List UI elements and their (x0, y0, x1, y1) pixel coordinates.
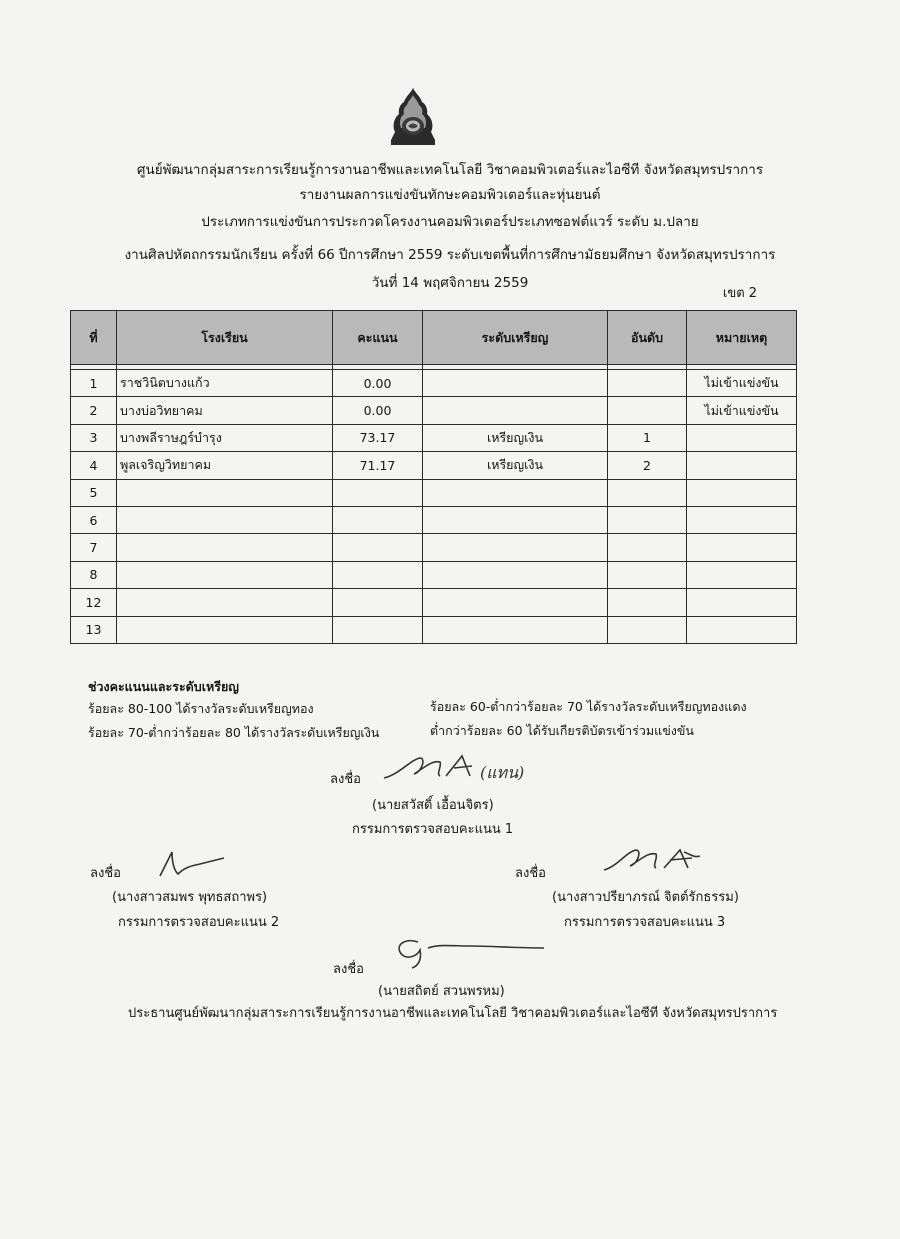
cell-score (333, 479, 423, 506)
cell-note (687, 616, 797, 643)
cell-no: 13 (71, 616, 117, 643)
cell-no: 7 (71, 534, 117, 561)
header-medal: ระดับเหรียญ (423, 311, 608, 365)
cell-note (687, 452, 797, 479)
chair-signature (388, 934, 548, 972)
table-row (71, 561, 797, 588)
results-table (70, 310, 797, 644)
table-row (71, 589, 797, 616)
cell-medal (423, 370, 608, 397)
cell-score: 73.17 (333, 424, 423, 451)
header-rank: อันดับ (608, 311, 687, 365)
header-school: โรงเรียน (117, 311, 333, 365)
cell-note: ไม่เข้าแข่งขัน (687, 397, 797, 424)
cell-score: 71.17 (333, 452, 423, 479)
cell-rank (608, 370, 687, 397)
event-name: งานศิลปหัตถกรรมนักเรียน ครั้งที่ 66 ปีการศึกษา 2559 ระดับเขตพื้นที่การศึกษามัธยมศึกษา จังหวัดสมุทรปราการ (124, 247, 776, 263)
chair-role: ประธานศูนย์พัฒนากลุ่มสาระการเรียนรู้การงานอาชีพและเทคโนโลยี วิชาคอมพิวเตอร์และไอซีที จังหวัดสมุทรปราการ (128, 1006, 778, 1021)
cell-rank (608, 506, 687, 533)
cell-note (687, 534, 797, 561)
handwritten-note: (แทน) (480, 763, 525, 782)
cell-school (117, 561, 333, 588)
legend-gold: ร้อยละ 80-100 ได้รางวัลระดับเหรียญทอง (88, 701, 314, 716)
cell-note (687, 506, 797, 533)
cell-no: 6 (71, 506, 117, 533)
table-row (71, 534, 797, 561)
judge3-role: กรรมการตรวจสอบคะแนน 3 (564, 915, 726, 930)
cell-rank (608, 561, 687, 588)
cell-score (333, 534, 423, 561)
legend-title: ช่วงคะแนนและระดับเหรียญ (88, 679, 239, 694)
cell-medal (423, 506, 608, 533)
sign-label-judge2: ลงชื่อ (90, 866, 121, 881)
cell-medal (423, 479, 608, 506)
zone-label: เขต 2 (722, 286, 758, 301)
cell-school (117, 479, 333, 506)
header-note: หมายเหตุ (687, 311, 797, 365)
judge1-name: (นายสวัสดิ์ เอื้อนจิตร) (372, 798, 494, 813)
cell-rank (608, 534, 687, 561)
header-score: คะแนน (333, 311, 423, 365)
cell-medal (423, 534, 608, 561)
cell-rank: 2 (608, 452, 687, 479)
education-ministry-emblem-icon (386, 86, 440, 148)
cell-school: พูลเจริญวิทยาคม (117, 452, 333, 479)
cell-medal (423, 397, 608, 424)
judge1-role: กรรมการตรวจสอบคะแนน 1 (352, 822, 514, 837)
judge3-signature (600, 846, 710, 878)
table-row (71, 506, 797, 533)
table-header-row (71, 311, 797, 365)
report-title: รายงานผลการแข่งขันทักษะคอมพิวเตอร์และหุ่นยนต์ (299, 187, 601, 203)
cell-score (333, 589, 423, 616)
cell-medal: เหรียญเงิน (423, 424, 608, 451)
cell-score: 0.00 (333, 370, 423, 397)
table-row (71, 616, 797, 643)
cell-school: ราชวินิตบางแก้ว (117, 370, 333, 397)
cell-score (333, 616, 423, 643)
cell-no: 3 (71, 424, 117, 451)
cell-rank (608, 397, 687, 424)
sign-label-judge3: ลงชื่อ (515, 866, 546, 881)
table-row (71, 397, 797, 424)
legend-bronze: ร้อยละ 60-ต่ำกว่าร้อยละ 70 ได้รางวัลระดับเหรียญทองแดง (430, 699, 747, 714)
judge2-signature (150, 846, 230, 882)
sign-label-chair: ลงชื่อ (333, 962, 364, 977)
table-row (71, 424, 797, 451)
cell-note (687, 589, 797, 616)
cell-note (687, 479, 797, 506)
cell-medal (423, 616, 608, 643)
cell-no: 1 (71, 370, 117, 397)
judge1-signature (380, 752, 555, 788)
legend-participation: ต่ำกว่าร้อยละ 60 ได้รับเกียรติบัตรเข้าร่วมแข่งขัน (430, 723, 694, 738)
cell-school (117, 589, 333, 616)
cell-no: 8 (71, 561, 117, 588)
cell-no: 2 (71, 397, 117, 424)
cell-school (117, 616, 333, 643)
cell-school: บางพลีราษฎร์บำรุง (117, 424, 333, 451)
judge2-name: (นางสาวสมพร พุทธสถาพร) (112, 890, 268, 905)
cell-score: 0.00 (333, 397, 423, 424)
table-row (71, 452, 797, 479)
cell-no: 5 (71, 479, 117, 506)
header-no: ที่ (71, 311, 117, 365)
cell-medal (423, 589, 608, 616)
cell-no: 12 (71, 589, 117, 616)
judge3-name: (นางสาวปรียาภรณ์ จิตต์รักธรรม) (552, 890, 739, 905)
cell-rank (608, 479, 687, 506)
judge2-role: กรรมการตรวจสอบคะแนน 2 (118, 915, 280, 930)
chair-name: (นายสถิตย์ สวนพรหม) (378, 984, 505, 999)
cell-rank: 1 (608, 424, 687, 451)
cell-note (687, 424, 797, 451)
cell-medal: เหรียญเงิน (423, 452, 608, 479)
cell-note: ไม่เข้าแข่งขัน (687, 370, 797, 397)
cell-no: 4 (71, 452, 117, 479)
cell-school: บางบ่อวิทยาคม (117, 397, 333, 424)
table-row (71, 370, 797, 397)
center-title: ศูนย์พัฒนากลุ่มสาระการเรียนรู้การงานอาชีพและเทคโนโลยี วิชาคอมพิวเตอร์และไอซีที จังหวัดสมุทรปราการ (136, 162, 764, 178)
cell-school (117, 506, 333, 533)
legend-silver: ร้อยละ 70-ต่ำกว่าร้อยละ 80 ได้รางวัลระดับเหรียญเงิน (88, 725, 380, 740)
cell-rank (608, 616, 687, 643)
cell-school (117, 534, 333, 561)
event-date: วันที่ 14 พฤศจิกายน 2559 (371, 275, 529, 291)
competition-type: ประเภทการแข่งขันการประกวดโครงงานคอมพิวเตอร์ประเภทซอฟต์แวร์ ระดับ ม.ปลาย (201, 214, 699, 230)
sign-label-judge1: ลงชื่อ (330, 772, 361, 787)
cell-medal (423, 561, 608, 588)
cell-rank (608, 589, 687, 616)
cell-note (687, 561, 797, 588)
cell-score (333, 506, 423, 533)
cell-score (333, 561, 423, 588)
table-row (71, 479, 797, 506)
